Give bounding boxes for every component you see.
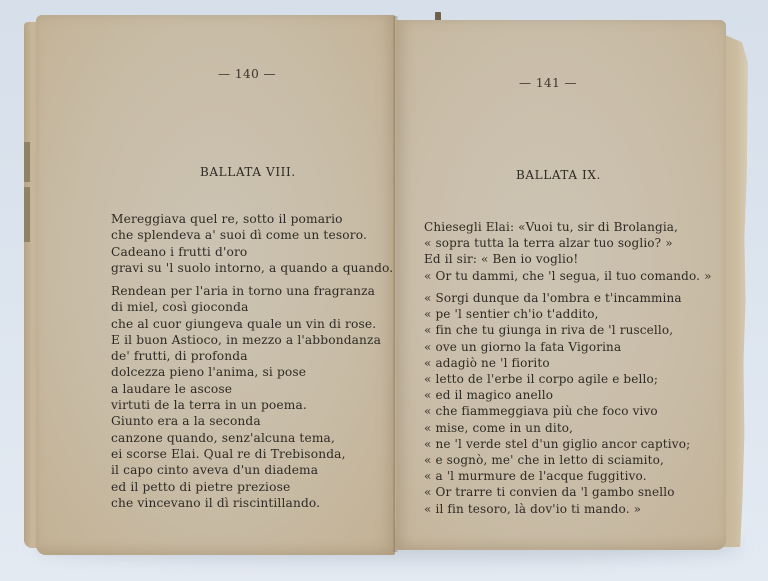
verse-line: Cadeano i frutti d'oro xyxy=(111,244,248,259)
verse-line: ei scorse Elai. Qual re di Trebisonda, xyxy=(111,446,346,461)
verse-line: « Or trarre ti convien da 'l gambo snello xyxy=(424,485,675,500)
verse-line: de' frutti, di profonda xyxy=(111,349,248,364)
stanza-1-left xyxy=(111,211,393,276)
verse-line: che splendeva a' suoi dì come un tesoro. xyxy=(111,228,367,243)
spine-fragment xyxy=(24,142,30,182)
page-number-right: — 141 — xyxy=(519,76,578,90)
verse-line: « a 'l murmure de l'acque fuggitivo. xyxy=(424,469,647,484)
verse-line: « e sognò, me' che in letto di sciamito, xyxy=(424,453,664,468)
verse-line: « fin che tu giunga in riva de 'l ruscello, xyxy=(424,323,674,338)
poem-title-left: BALLATA VIII. xyxy=(200,165,296,179)
verse-line: a laudare le ascose xyxy=(111,381,233,396)
verse-line: gravi su 'l suolo intorno, a quando a quando. xyxy=(111,260,394,275)
page-number-left: — 140 — xyxy=(218,67,277,81)
verse-line: dolcezza pieno l'anima, si pose xyxy=(111,365,307,380)
verse-line: Ed il sir: « Ben io voglio! xyxy=(424,252,579,267)
verse-line: virtuti de la terra in un poema. xyxy=(111,398,307,413)
verse-line: Mereggiava quel re, sotto il pomario xyxy=(111,212,343,226)
verse-line: « ove un giorno la fata Vigorina xyxy=(424,339,622,354)
verse-line: « che fiammeggiava più che foco vivo xyxy=(424,404,658,419)
verse-line: Chiesegli Elai: «Vuoi tu, sir di Brolangia, xyxy=(424,220,679,234)
verse-line: E il buon Astioco, in mezzo a l'abbondanza xyxy=(111,332,382,347)
stanza-1-right xyxy=(424,219,712,284)
verse-line: « il fin tesoro, là dov'io ti mando. » xyxy=(424,501,642,516)
verse-line: ed il petto di pietre preziose xyxy=(111,479,291,494)
verse-line: « pe 'l sentier ch'io t'addito, xyxy=(424,307,599,322)
stanza-2-left xyxy=(111,283,381,511)
verse-line: Rendean per l'aria in torno una fragranza xyxy=(111,284,376,298)
verse-line: che al cuor giungeva quale un vin di rose. xyxy=(111,316,377,331)
verse-line: « Sorgi dunque da l'ombra e t'incammina xyxy=(424,291,682,305)
verse-line: « ne 'l verde stel d'un giglio ancor captivo; xyxy=(424,436,691,451)
verse-line: « ed il magico anello xyxy=(424,388,554,403)
stanza-2-right xyxy=(424,290,690,517)
poem-title-right: BALLATA IX. xyxy=(516,168,601,182)
verse-line: « adagiò ne 'l fiorito xyxy=(424,355,550,370)
verse-line: « letto de l'erbe il corpo agile e bello; xyxy=(424,372,659,387)
verse-line: « sopra tutta la terra alzar tuo soglio? » xyxy=(424,236,673,251)
verse-line: « mise, come in un dito, xyxy=(424,420,574,435)
right-page xyxy=(396,20,726,550)
verse-line: « Or tu dammi, che 'l segua, il tuo comando. » xyxy=(424,268,712,283)
verse-line: che vincevano il dì riscintillando. xyxy=(111,495,321,510)
verse-line: canzone quando, senz'alcuna tema, xyxy=(111,430,335,445)
left-page xyxy=(36,15,395,555)
verse-line: Giunto era a la seconda xyxy=(111,414,261,429)
spine-fragment xyxy=(24,187,30,242)
verse-line: di miel, così gioconda xyxy=(111,300,249,315)
verse-line: il capo cinto aveva d'un diadema xyxy=(111,463,319,478)
